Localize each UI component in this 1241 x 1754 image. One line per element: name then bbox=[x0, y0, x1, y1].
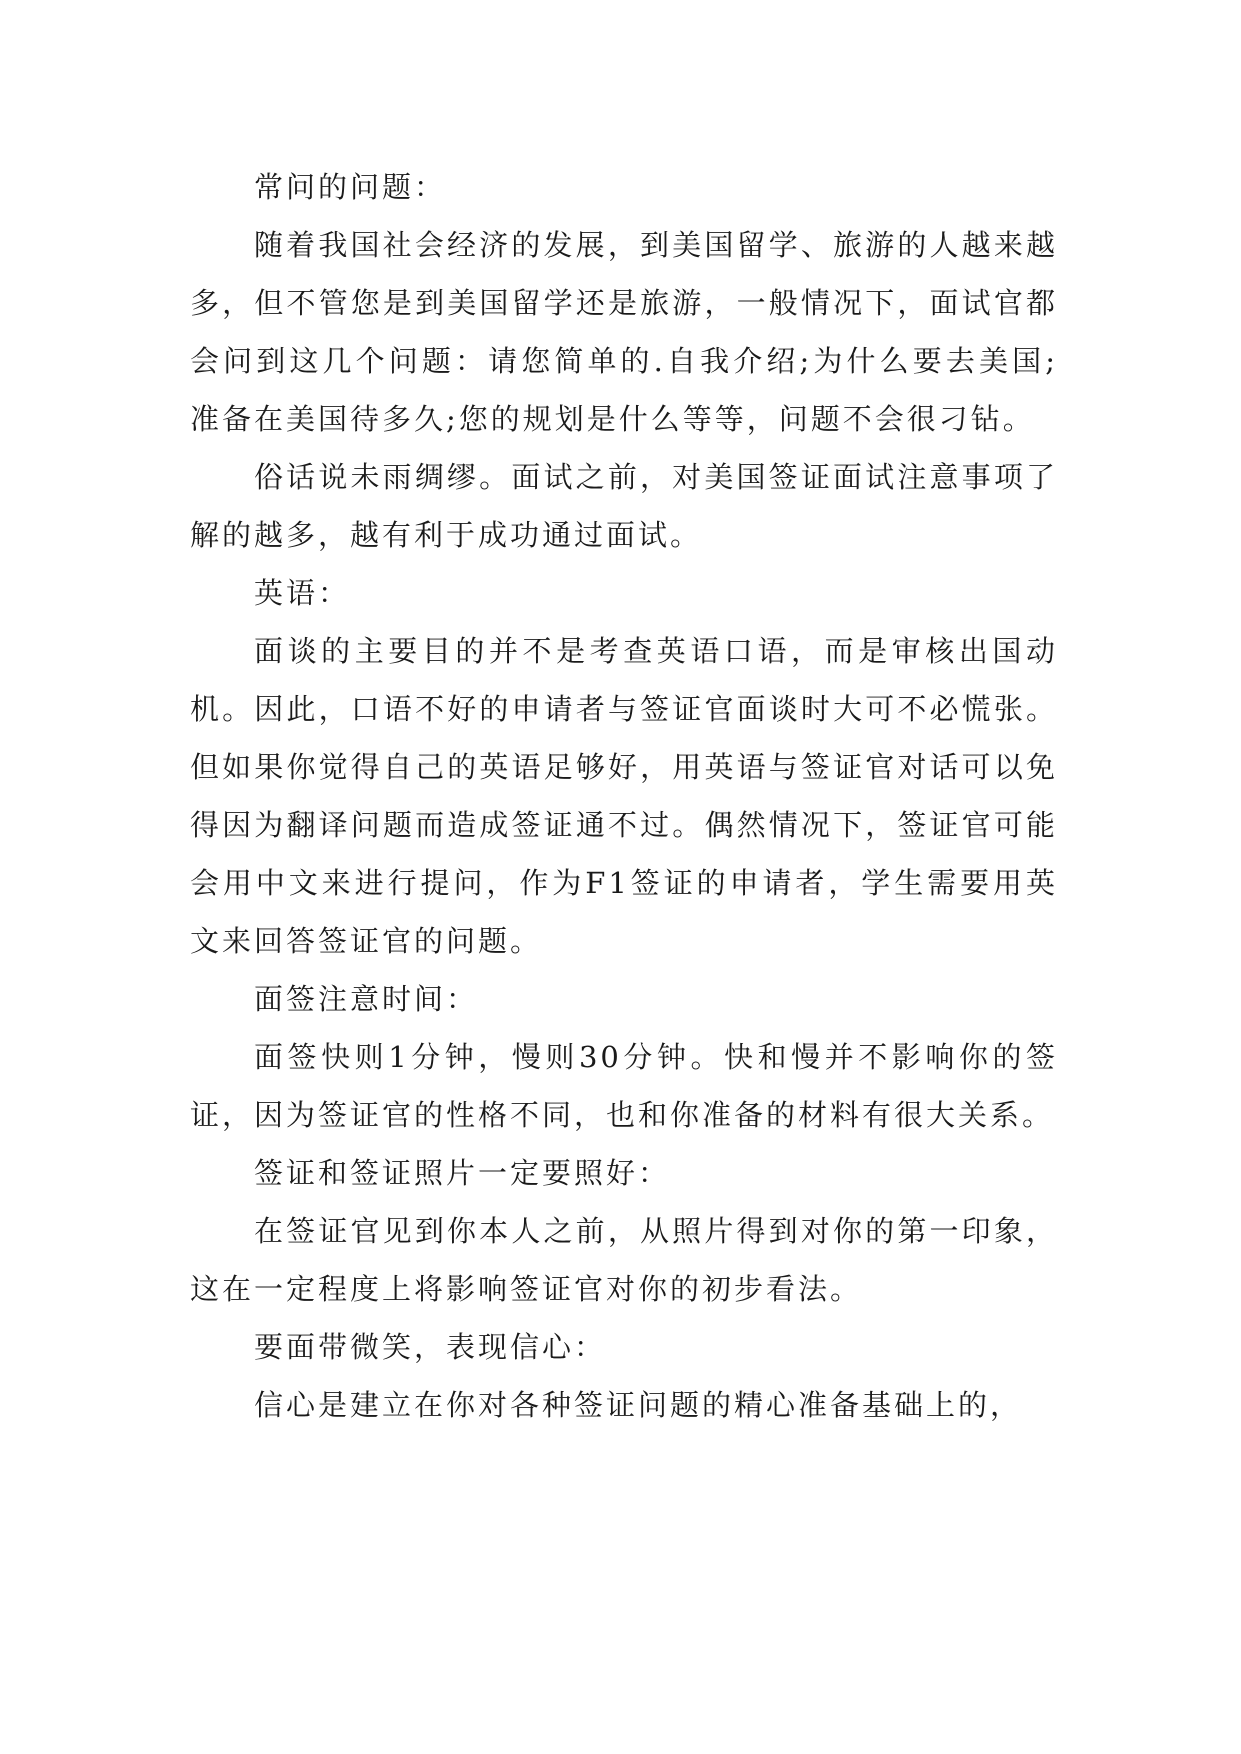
paragraph-visa-photo: 在签证官见到你本人之前，从照片得到对你的第一印象，这在一定程度上将影响签证官对你的初步看法。 bbox=[190, 1214, 1058, 1306]
heading-english: 英语： bbox=[254, 576, 351, 610]
paragraph-english: 面谈的主要目的并不是考查英语口语，而是审核出国动机。因此，口语不好的申请者与签证官面谈时大可不必慌张。但如果你觉得自己的英语足够好，用英语与签证官对话可以免得因为翻译问题而造成签证通不过。偶然情况下，签证官可能会用中文来进行提问，作为F1签证的申请者，学生需要用英文来回答签证官的问题。 bbox=[190, 634, 1058, 958]
heading-visa-photo: 签证和签证照片一定要照好： bbox=[254, 1156, 671, 1190]
heading-common-questions: 常问的问题： bbox=[254, 170, 447, 204]
document-body bbox=[190, 158, 1058, 1434]
paragraph-confidence: 信心是建立在你对各种签证问题的精心准备基础上的， bbox=[254, 1388, 1023, 1422]
paragraph-common-questions: 随着我国社会经济的发展，到美国留学、旅游的人越来越多，但不管您是到美国留学还是旅游，一般情况下，面试官都会问到这几个问题：请您简单的.自我介绍;为什么要去美国;准备在美国待多久;您的规划是什么等等，问题不会很刁钻。 bbox=[190, 228, 1058, 436]
heading-interview-time: 面签注意时间： bbox=[254, 982, 479, 1016]
heading-smile-confidence: 要面带微笑，表现信心： bbox=[254, 1330, 607, 1364]
paragraph-preparation: 俗话说未雨绸缪。面试之前，对美国签证面试注意事项了解的越多，越有利于成功通过面试。 bbox=[190, 460, 1058, 552]
paragraph-interview-time: 面签快则1分钟，慢则30分钟。快和慢并不影响你的签证，因为签证官的性格不同，也和你准备的材料有很大关系。 bbox=[190, 1040, 1058, 1132]
